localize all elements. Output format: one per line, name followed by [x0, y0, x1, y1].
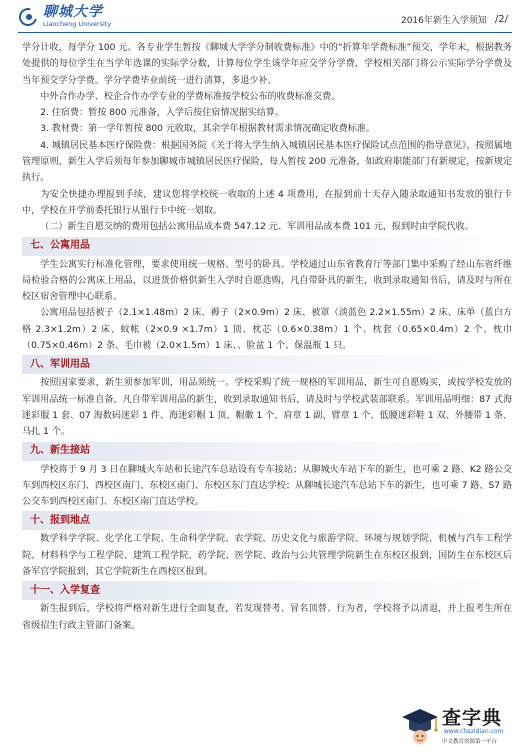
chazidian-watermark — [400, 701, 520, 751]
paragraph: 3. 教材费：第一学年暂按 800 元收取，其余学年根据教材需求情况确定收费标准。 — [40, 124, 375, 135]
university-logo — [18, 5, 111, 28]
section-heading-text: 九、新生接站 — [30, 444, 90, 456]
paragraph: 数学科学学院、化学化工学院、生命科学学院、农学院、历史文化与旅游学院、环境与规划学院、机械与汽车工程学院、材料科学与工程学院、建筑工程学院、药学院、医学院、政治与公共管理学院新生在东校区报到，国防生在东校区后备军官学院报到，其它学院新生在西校区报到。 — [22, 534, 512, 578]
paragraph: 为安全快捷办理报到手续，建议您将学校统一收取的上述 4 项费用，在报到前十天存入随录取通知书发放的银行卡中，学校在开学前委托银行从银行卡中统一划取。 — [22, 189, 512, 216]
paragraph: 学分计收，每学分 100 元。各专业学生暂按《聊城大学学分制收费标准》中的“折算年学费标准”预交，学年末，根据教务处提供的每位学生在当学年选课的实际学分数，计算每位学生该学年应交学分学费，学校相关部门将公示实际学分学费及当年预交学分学费。学分学费毕业前统一进行清算，多退少补。 — [22, 43, 512, 86]
document-body — [22, 40, 512, 634]
section-heading — [22, 237, 512, 256]
section-heading-text: 十、报到地点 — [30, 514, 90, 526]
paragraph: （二）新生自愿交纳的费用包括公寓用品成本费 547.12 元、军训用品成本费 101 元，报到时由学院代收。 — [40, 222, 474, 233]
paragraph: 学校将于 9 月 3 日在聊城火车站和长途汽车总站设有专车接站；从聊城火车站下车的新生，也可乘 2 路、K2 路公交车到西校区东门、西校区南门、东校区南门、东校区东门直达学校；从聊城长途汽车总站下车的新生，也可乘 7 路、S7 路公交车到西校区南门、东校区南门直达学校。 — [22, 464, 512, 508]
graduation-cap-icon — [400, 705, 440, 747]
section-heading-text: 八、军训用品 — [30, 358, 90, 370]
watermark-url: www.chazidian.com — [444, 728, 504, 735]
logo-english-name: Liaocheng University — [43, 20, 112, 28]
watermark-slogan: 中文教育资源第一平台 — [442, 739, 498, 745]
watermark-brand: 查字典 — [442, 707, 503, 729]
paragraph: 中外合作办学、校企合作办学专业的学费标准按学校公布的收费标准交费。 — [40, 91, 341, 102]
header-divider — [18, 32, 512, 33]
section-heading-text: 七、公寓用品 — [30, 239, 90, 251]
emblem-icon — [18, 6, 40, 28]
paragraph: 按照国家要求，新生须参加军训，用品须统一。学校采购了统一规格的军训用品，新生可自愿购买，或按学校发放的军训用品统一标准自备，凡自带军训用品的新生，收到录取通知书后，请及时与学校武装部联系。军训用品明细：87 式海迷彩服 1 套、07 海数码迷彩 1 件、海迷彩帽 1 顶、帽徽 1 个、肩章 1 副、臂章 1 个、低腰迷彩鞋 1 双、外腰带 1 条、马扎 1 个。 — [22, 378, 512, 438]
document-title: 2016年新生入学须知 — [400, 16, 487, 26]
logo-chinese-name: 聊城大学 — [43, 4, 103, 20]
paragraph: 学生公寓实行标准化管理，要求使用统一规格、型号的卧具。学校通过山东省教育厅等部门集中采购了经山东省纤维局检验合格的公寓床上用品，以进货价格供新生入学时自愿选购，凡自带卧具的新生，收到录取通知书后，请及时与所在校区宿舍管理中心联系。 — [22, 259, 512, 303]
paragraph: 公寓用品包括被子（2.1×1.48m）2 床、褥子（2×0.9m）2 床、被罩（淡蓝色 2.2×1.55m）2 床、床单（蓝白方格 2.3×1.2m）2 床、蚊帐（2×0.9 ×1.7m）1 顶、枕芯（0.6×0.38m）1 个、枕套（0.65×0.4m）2 个、枕巾（0.75×0.46m）2 条、毛巾被（2.0×1.5m）1 床、、脸盆 1 个、保温瓶 1 只。 — [22, 308, 512, 352]
section-heading — [22, 581, 512, 600]
page-header — [0, 0, 530, 38]
section-heading — [22, 355, 512, 374]
section-heading — [22, 442, 512, 461]
paragraph: 新生报到后，学校将严格对新生进行全面复查，若发现替考、冒名顶替、行为者，学校将予以清退，并上报考生所在省级招生行政主管部门备案。 — [22, 604, 512, 631]
section-heading — [22, 511, 512, 530]
page-number: /2/ — [494, 14, 508, 25]
paragraph: 2. 住宿费：暂按 800 元准备，入学后按住宿情况据实结算。 — [40, 108, 285, 119]
paragraph: 4. 城镇居民基本医疗保险费：根据国务院《关于将大学生纳入城镇居民基本医疗保险试点范围的指导意见》，按照属地管理原则，新生入学后须每年参加聊城市城镇居民医疗保险，每人暂按 200 元准备，如政府职能部门有新规定，按新规定执行。 — [22, 140, 512, 184]
section-heading-text: 十一、入学复查 — [30, 584, 100, 596]
